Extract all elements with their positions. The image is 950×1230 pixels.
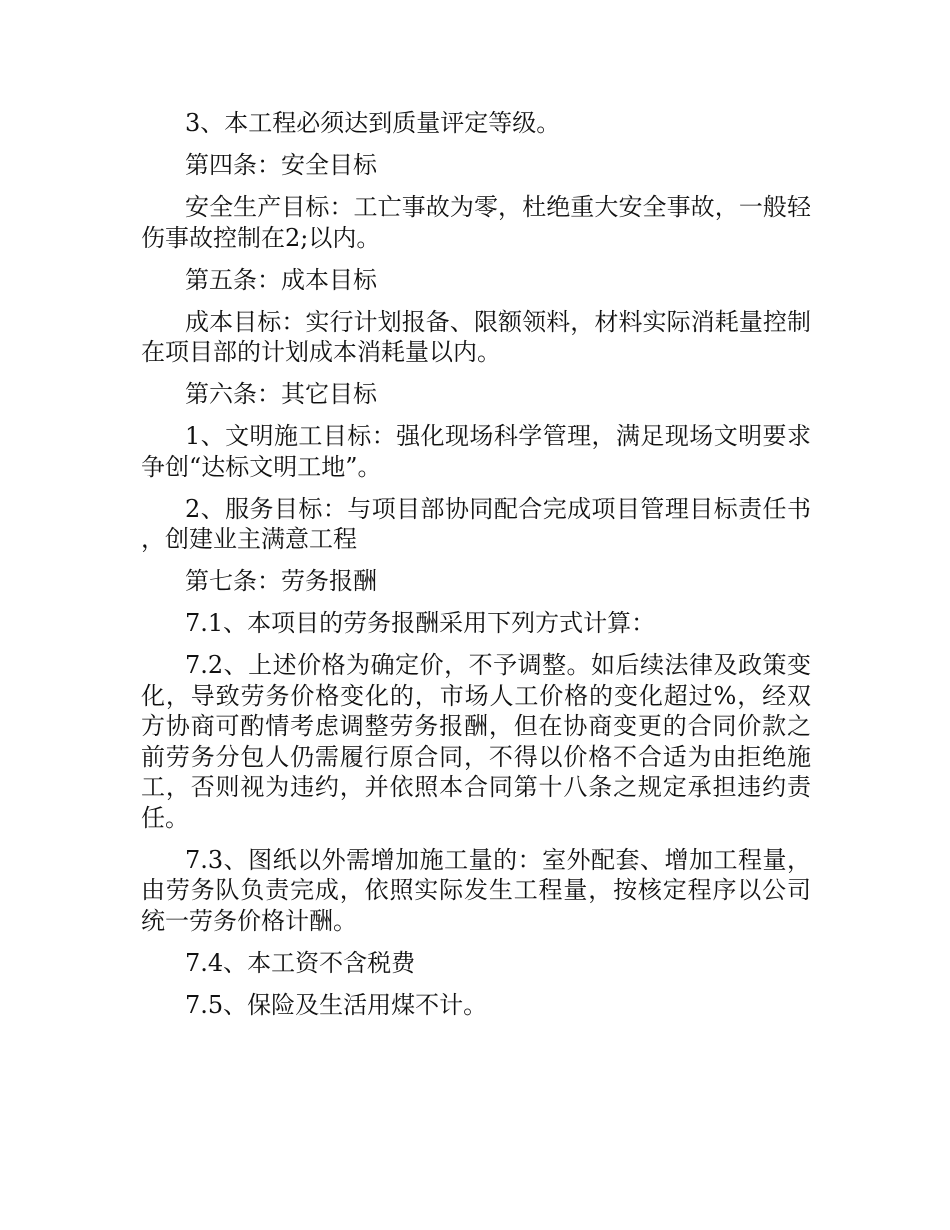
clause-7-5: 7.5、保险及生活用煤不计。 [185, 990, 488, 1019]
document-page [141, 108, 811, 1032]
section-heading-cost: 第五条：成本目标 [185, 265, 377, 294]
clause-7-3: 7.3、图纸以外需增加施工量的：室外配套、增加工程量，由劳务队负责完成，依照实际发生工程量，按核定程序以公司统一劳务价格计酬。 [141, 845, 811, 935]
clause-7-2: 7.2、上述价格为确定价，不予调整。如后续法律及政策变化，导致劳务价格变化的，市场人工价格的变化超过%，经双方协商可酌情考虑调整劳务报酬，但在协商变更的合同价款之前劳务分包人仍需履行原合同，不得以价格不合适为由拒绝施工，否则视为违约，并依照本合同第十八条之规定承担违约责任。 [141, 651, 811, 832]
section-heading-other: 第六条：其它目标 [185, 380, 377, 408]
section-heading-remuneration: 第七条：劳务报酬 [185, 567, 377, 595]
paragraph-civilized-construction: 1、文明施工目标：强化现场科学管理，满足现场文明要求争创“达标文明工地”。 [141, 422, 811, 481]
section-heading-safety: 第四条：安全目标 [185, 151, 377, 179]
paragraph-quality-grade: 3、本工程必须达到质量评定等级。 [185, 109, 561, 137]
paragraph-safety-target: 安全生产目标：工亡事故为零，杜绝重大安全事故，一般轻伤事故控制在2;以内。 [141, 193, 811, 252]
paragraph-cost-target: 成本目标：实行计划报备、限额领料，材料实际消耗量控制在项目部的计划成本消耗量以内。 [141, 307, 811, 366]
clause-7-4: 7.4、本工资不含税费 [185, 948, 416, 977]
clause-7-1: 7.1、本项目的劳务报酬采用下列方式计算： [185, 609, 656, 637]
paragraph-service-target: 2、服务目标：与项目部协同配合完成项目管理目标责任书，创建业主满意工程 [141, 494, 811, 553]
